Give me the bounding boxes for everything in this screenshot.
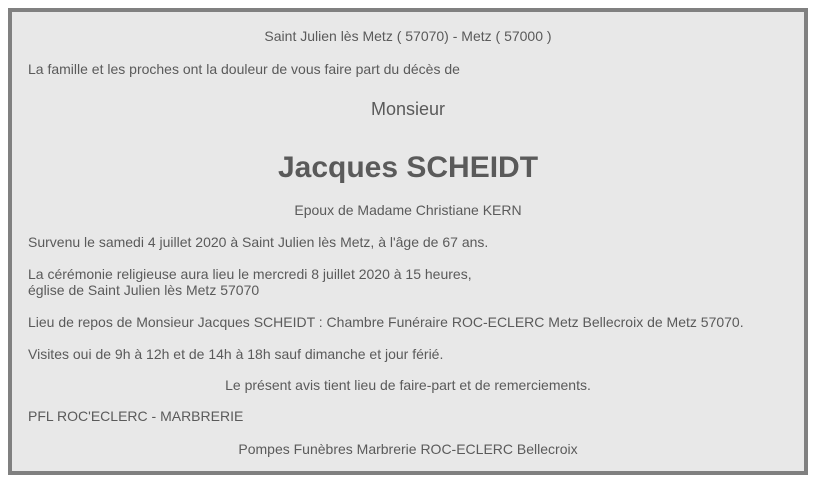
company-text: PFL ROC'ECLERC - MARBRERIE: [28, 408, 244, 424]
spouse-text: Epoux de Madame Christiane KERN: [294, 202, 522, 218]
rest-place: Lieu de repos de Monsieur Jacques SCHEIDT : Chambre Funéraire ROC-ECLERC Metz Bellecroix de Metz 57070.: [28, 314, 744, 330]
death-text: Survenu le samedi 4 juillet 2020 à Saint Julien lès Metz, à l'âge de 67 ans.: [28, 234, 489, 250]
notice-text: Le présent avis tient lieu de faire-part et de remerciements.: [225, 377, 591, 393]
ceremony-line2: église de Saint Julien lès Metz 57070: [28, 282, 260, 298]
obituary-notice: [8, 8, 808, 475]
intro-text: La famille et les proches ont la douleur de vous faire part du décès de: [28, 61, 460, 77]
ceremony-line1: La cérémonie religieuse aura lieu le mercredi 8 juillet 2020 à 15 heures,: [28, 266, 472, 282]
deceased-name: Jacques SCHEIDT: [277, 151, 539, 184]
location: Saint Julien lès Metz ( 57070) - Metz ( 57000 ): [264, 28, 552, 44]
visits-text: Visites oui de 9h à 12h et de 14h à 18h sauf dimanche et jour férié.: [28, 346, 444, 362]
honorific: Monsieur: [370, 99, 446, 119]
footer-text: Pompes Funèbres Marbrerie ROC-ECLERC Bellecroix: [238, 441, 578, 457]
